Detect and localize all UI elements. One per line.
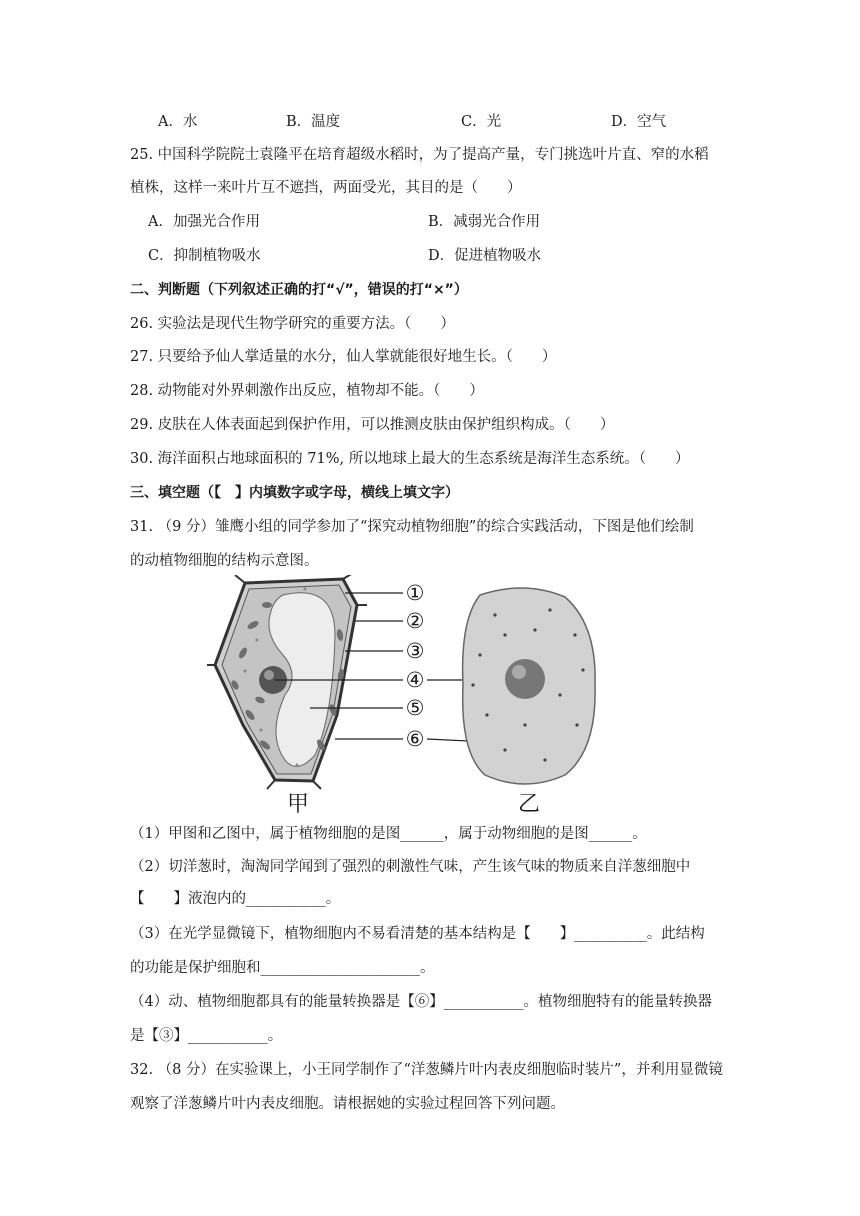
q26: 26. 实验法是现代生物学研究的重要方法。（ ） [130,316,455,332]
caption-yi: 乙 [518,792,541,817]
section3-title: 三、填空题（【 】内填数字或字母，横线上填文字） [130,485,459,501]
q32-line2: 观察了洋葱鳞片叶内表皮细胞。请根据她的实验过程回答下列问题。 [130,1096,565,1112]
animal-cell [463,588,596,784]
plant-cell [207,575,367,789]
cell-diagram [205,575,605,815]
section2-title: 二、判断题（下列叙述正确的打“√”，错误的打“×”） [130,282,468,298]
q32-line1: 32. （8 分）在实验课上，小王同学制作了“洋葱鳞片叶内表皮细胞临时装片”，并利用显微镜 [130,1062,723,1078]
q29: 29. 皮肤在人体表面起到保护作用，可以推测皮肤由保护组织构成。（ ） [130,417,615,433]
q25-option-a: A．加强光合作用 [148,214,260,230]
label-4: ④ [405,668,425,692]
q31-line1: 31. （9 分）雏鹰小组的同学参加了“探究动植物细胞”的综合实践活动，下图是他们绘制 [130,519,694,535]
label-6: ⑥ [405,727,425,751]
q24-option-d: D．空气 [611,114,667,130]
q24-option-b: B．温度 [286,114,341,130]
q31-sub3-line1: （3）在光学显微镜下，植物细胞内不易看清楚的基本结构是【 】__________。此结构 [130,926,705,942]
animal-nucleus [505,659,545,699]
cell-diagram-svg [205,575,605,815]
caption-jia: 甲 [287,792,310,817]
q24-option-a: A．水 [158,114,198,130]
label-2: ② [405,609,425,633]
q31-sub4-line1: （4）动、植物细胞都具有的能量转换器是【⑥】___________。植物细胞特有的能量转换器 [130,994,712,1010]
q31-line2: 的动植物细胞的结构示意图。 [130,553,319,569]
label-1: ① [405,581,425,605]
q31-sub4-line2: 是【③】___________。 [130,1028,283,1044]
q28: 28. 动物能对外界刺激作出反应，植物却不能。（ ） [130,383,484,399]
q31-sub2-line2: 【 】液泡内的___________。 [130,891,341,907]
q27: 27. 只要给予仙人掌适量的水分，仙人掌就能很好地生长。（ ） [130,349,557,365]
q25-stem-line1: 25. 中国科学院院士袁隆平在培育超级水稻时，为了提高产量，专门挑选叶片直、窄的水稻 [130,147,709,163]
q25-option-c: C．抑制植物吸水 [148,248,261,264]
q31-sub2-line1: （2）切洋葱时，淘淘同学闻到了强烈的刺激性气味，产生该气味的物质来自洋葱细胞中 [130,859,691,875]
q31-sub3-line2: 的功能是保护细胞和______________________。 [130,960,435,976]
label-3: ③ [405,639,425,663]
q25-option-b: B．减弱光合作用 [428,214,541,230]
q30: 30. 海洋面积占地球面积的 71%, 所以地球上最大的生态系统是海洋生态系统。（ ） [130,451,690,467]
q25-stem-line2: 植株，这样一来叶片互不遮挡，两面受光，其目的是（ ） [130,180,522,196]
q25-option-d: D．促进植物吸水 [428,248,542,264]
q24-option-c: C．光 [461,114,502,130]
structure-labels [406,581,425,751]
label-5: ⑤ [405,696,425,720]
q31-sub1: （1）甲图和乙图中，属于植物细胞的是图______，属于动物细胞的是图______。 [130,826,647,842]
